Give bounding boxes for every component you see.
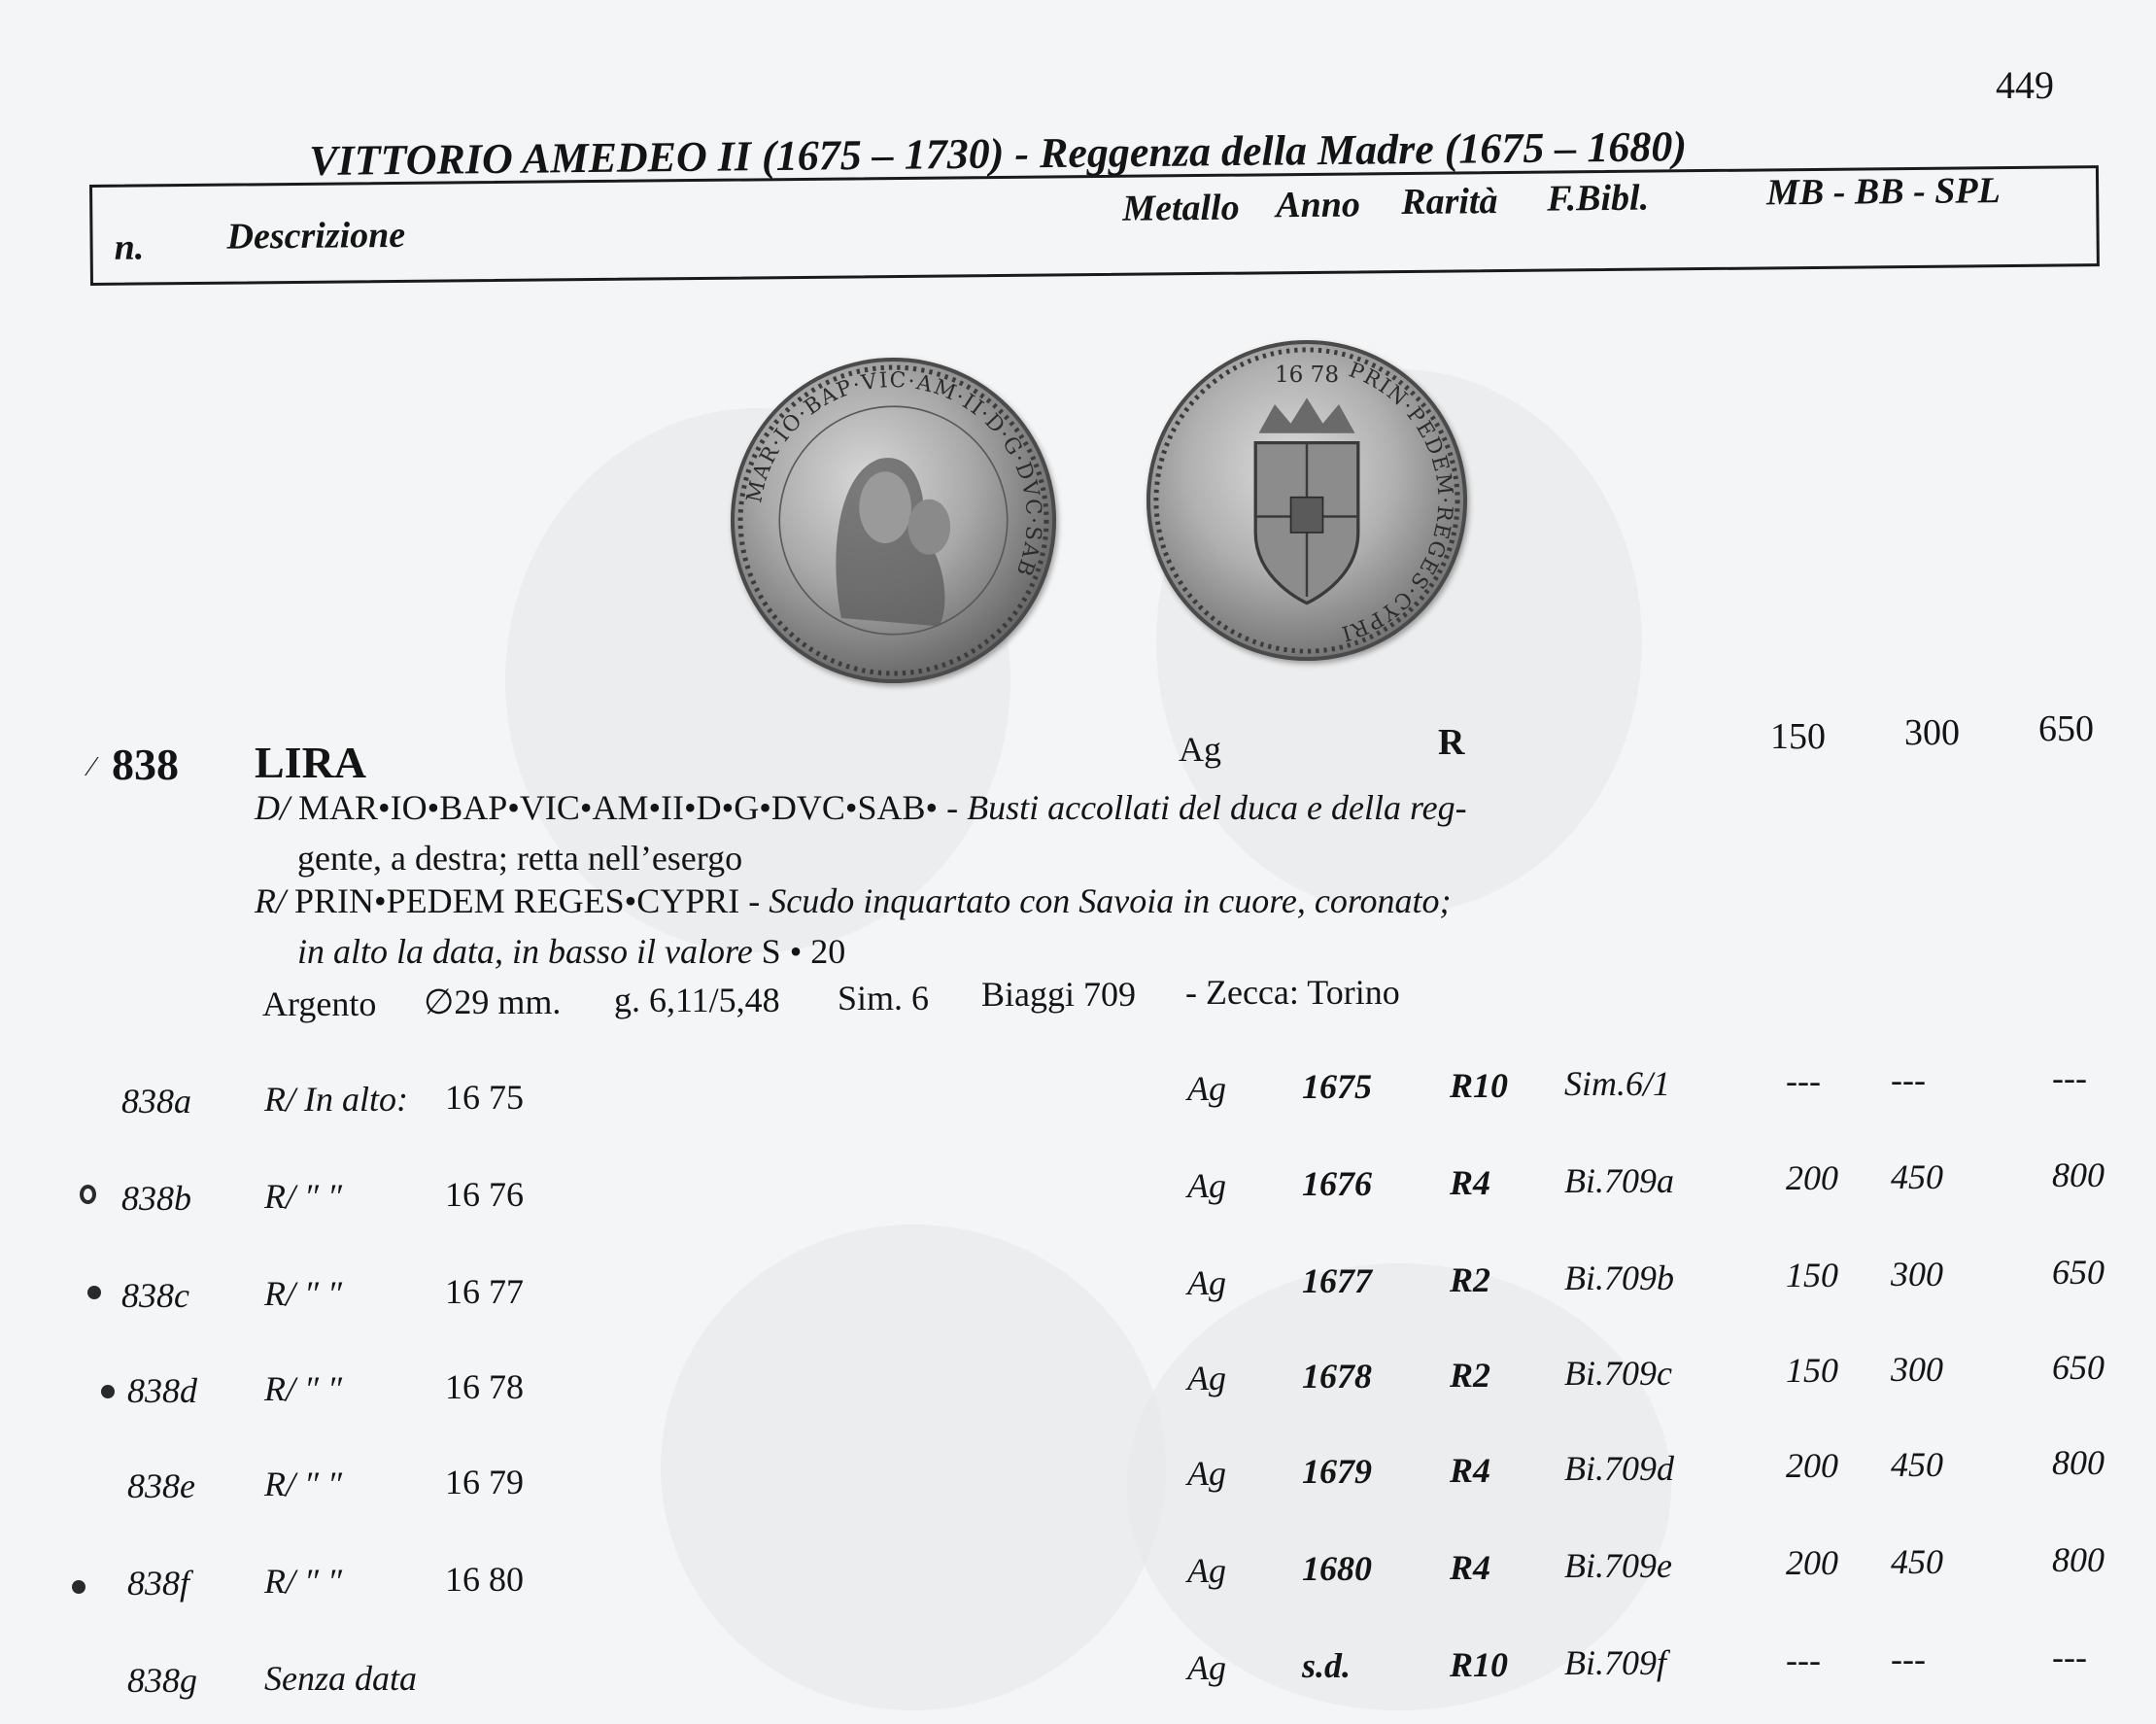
variant-price-spl: 800 bbox=[2052, 1443, 2105, 1482]
variant-description: R/ In alto: bbox=[264, 1080, 408, 1119]
variant-year: 1675 bbox=[1302, 1067, 1372, 1106]
variant-date: 16 77 bbox=[445, 1272, 524, 1311]
variant-date: 16 79 bbox=[445, 1463, 524, 1501]
variant-number: 838d bbox=[127, 1371, 197, 1410]
variant-year: 1676 bbox=[1302, 1164, 1372, 1203]
variant-description: R/ ″ ″ bbox=[264, 1177, 342, 1216]
variant-price-spl: 800 bbox=[2052, 1155, 2105, 1194]
variant-date: 16 78 bbox=[445, 1367, 524, 1406]
obverse-text: - Busti accollati del duca e della reg- bbox=[946, 788, 1467, 827]
variant-price-spl: --- bbox=[2052, 1638, 2087, 1676]
entry-rarity: R bbox=[1438, 722, 1465, 763]
variant-price-bb: 300 bbox=[1891, 1255, 1943, 1293]
variant-metal: Ag bbox=[1187, 1648, 1226, 1687]
variant-price-spl: --- bbox=[2052, 1058, 2087, 1097]
variant-year: 1680 bbox=[1302, 1549, 1372, 1588]
variant-metal: Ag bbox=[1187, 1551, 1226, 1590]
variant-number: 838f bbox=[127, 1564, 190, 1603]
margin-marker bbox=[101, 1385, 115, 1398]
header-metallo: Metallo bbox=[1122, 187, 1240, 229]
entry-price-spl: 650 bbox=[2038, 708, 2094, 749]
variant-price-spl: 650 bbox=[2052, 1253, 2105, 1292]
variant-reference: Sim.6/1 bbox=[1564, 1064, 1671, 1103]
specs-biaggi: Biaggi 709 bbox=[981, 975, 1136, 1014]
variant-price-bb: 300 bbox=[1891, 1350, 1943, 1389]
coin-reverse-image bbox=[1146, 340, 1467, 661]
variant-rarity: R4 bbox=[1450, 1163, 1491, 1202]
variant-price-spl: 650 bbox=[2052, 1348, 2105, 1387]
reverse-description bbox=[255, 880, 1452, 921]
variant-description: R/ ″ ″ bbox=[264, 1562, 342, 1601]
reverse-value: S • 20 bbox=[761, 932, 846, 971]
variant-price-mb: --- bbox=[1786, 1061, 1821, 1100]
entry-metal: Ag bbox=[1179, 730, 1221, 769]
reverse-description-cont bbox=[297, 931, 845, 972]
variant-number: 838g bbox=[127, 1661, 197, 1700]
reverse-text-cont: in alto la data, in basso il valore bbox=[297, 932, 753, 971]
reverse-date: 16 78 bbox=[1274, 362, 1340, 388]
variant-metal: Ag bbox=[1187, 1069, 1226, 1108]
reverse-text: - Scudo inquartato con Savoia in cuore, coronato; bbox=[748, 881, 1452, 920]
margin-marker bbox=[87, 1286, 101, 1299]
variant-number: 838e bbox=[127, 1466, 195, 1505]
obverse-description-cont: gente, a destra; retta nell’esergo bbox=[297, 839, 743, 878]
obverse-legend-text: MAR•IO•BAP•VIC•AM•II•D•G•DVC•SAB• bbox=[298, 788, 939, 827]
specs-sim: Sim. 6 bbox=[838, 979, 930, 1017]
variant-year: 1679 bbox=[1302, 1452, 1372, 1491]
variant-number: 838b bbox=[121, 1179, 191, 1218]
reverse-legend-text: PRIN•PEDEM REGES•CYPRI bbox=[294, 881, 740, 920]
variant-price-bb: 450 bbox=[1891, 1542, 1943, 1581]
variant-price-bb: 450 bbox=[1891, 1157, 1943, 1196]
variant-price-bb: --- bbox=[1891, 1639, 1926, 1678]
entry-number: 838 bbox=[112, 740, 179, 789]
variant-date: 16 80 bbox=[445, 1560, 524, 1599]
variant-metal: Ag bbox=[1187, 1166, 1226, 1205]
margin-marker bbox=[72, 1580, 86, 1594]
variant-reference: Bi.709a bbox=[1564, 1161, 1674, 1200]
entry-price-bb: 300 bbox=[1904, 712, 1960, 753]
variant-price-mb: 150 bbox=[1786, 1256, 1838, 1294]
variant-rarity: R10 bbox=[1450, 1066, 1509, 1105]
variant-price-mb: 200 bbox=[1786, 1543, 1838, 1582]
header-rarita: Rarità bbox=[1401, 181, 1498, 224]
variant-year: 1677 bbox=[1302, 1261, 1372, 1300]
variant-number: 838c bbox=[121, 1276, 189, 1315]
variant-metal: Ag bbox=[1187, 1454, 1226, 1493]
variant-rarity: R4 bbox=[1450, 1548, 1491, 1587]
reverse-legend: PRIN·PEDEM·REGES·CYPRI bbox=[1337, 358, 1457, 646]
header-descrizione: Descrizione bbox=[226, 214, 406, 258]
obverse-legend: MAR·IO·BAP·VIC·AM·II·D·G·DVC·SAB bbox=[742, 367, 1046, 581]
header-grades: MB - BB - SPL bbox=[1765, 170, 2002, 214]
page-number: 449 bbox=[1996, 63, 2054, 107]
variant-number: 838a bbox=[121, 1082, 191, 1121]
variant-description: R/ ″ ″ bbox=[264, 1274, 342, 1313]
column-header-bar bbox=[89, 165, 2100, 286]
variant-description: Senza data bbox=[264, 1659, 417, 1698]
specs-weight: g. 6,11/5,48 bbox=[614, 981, 780, 1019]
variant-year: 1678 bbox=[1302, 1357, 1372, 1396]
reverse-prefix: R/ bbox=[255, 881, 286, 920]
variant-reference: Bi.709b bbox=[1564, 1259, 1674, 1297]
variant-reference: Bi.709d bbox=[1564, 1449, 1674, 1488]
specs-metal: Argento bbox=[262, 984, 377, 1023]
variant-description: R/ ″ ″ bbox=[264, 1369, 342, 1408]
pencil-mark: ⁄ bbox=[89, 752, 94, 782]
header-anno: Anno bbox=[1276, 184, 1361, 226]
variant-metal: Ag bbox=[1187, 1263, 1226, 1302]
variant-price-mb: --- bbox=[1786, 1640, 1821, 1679]
coin-obverse-image bbox=[731, 358, 1056, 683]
variant-rarity: R4 bbox=[1450, 1451, 1491, 1490]
variant-metal: Ag bbox=[1187, 1359, 1226, 1397]
variant-rarity: R2 bbox=[1450, 1356, 1491, 1395]
variant-date: 16 76 bbox=[445, 1175, 524, 1214]
ghost-coin-shadow bbox=[661, 1224, 1166, 1710]
obverse-description bbox=[255, 787, 1467, 828]
variant-rarity: R10 bbox=[1450, 1645, 1509, 1684]
variant-price-mb: 200 bbox=[1786, 1158, 1838, 1197]
reverse-shield-icon bbox=[1146, 340, 1467, 661]
variant-date: 16 75 bbox=[445, 1078, 524, 1117]
header-fbibl: F.Bibl. bbox=[1547, 177, 1650, 220]
variant-price-spl: 800 bbox=[2052, 1540, 2105, 1579]
variant-reference: Bi.709e bbox=[1564, 1546, 1672, 1585]
specs-zecca: - Zecca: Torino bbox=[1185, 973, 1400, 1012]
variant-price-bb: 450 bbox=[1891, 1445, 1943, 1484]
variant-description: R/ ″ ″ bbox=[264, 1465, 342, 1503]
specs-diameter: ∅29 mm. bbox=[424, 983, 562, 1021]
variant-reference: Bi.709f bbox=[1564, 1643, 1666, 1682]
variant-price-bb: --- bbox=[1891, 1060, 1926, 1099]
header-n: n. bbox=[114, 226, 145, 268]
variant-price-mb: 150 bbox=[1786, 1351, 1838, 1390]
entry-price-mb: 150 bbox=[1770, 716, 1826, 757]
variant-reference: Bi.709c bbox=[1564, 1354, 1672, 1393]
margin-marker bbox=[80, 1185, 96, 1204]
page-title: VITTORIO AMEDEO II (1675 – 1730) - Reggenza della Madre (1675 – 1680) bbox=[309, 122, 1688, 185]
obverse-prefix: D/ bbox=[255, 788, 290, 827]
entry-name: LIRA bbox=[255, 738, 367, 787]
variant-price-mb: 200 bbox=[1786, 1446, 1838, 1485]
obverse-portrait-icon bbox=[731, 358, 1056, 683]
variant-rarity: R2 bbox=[1450, 1260, 1491, 1299]
variant-year: s.d. bbox=[1302, 1646, 1352, 1685]
